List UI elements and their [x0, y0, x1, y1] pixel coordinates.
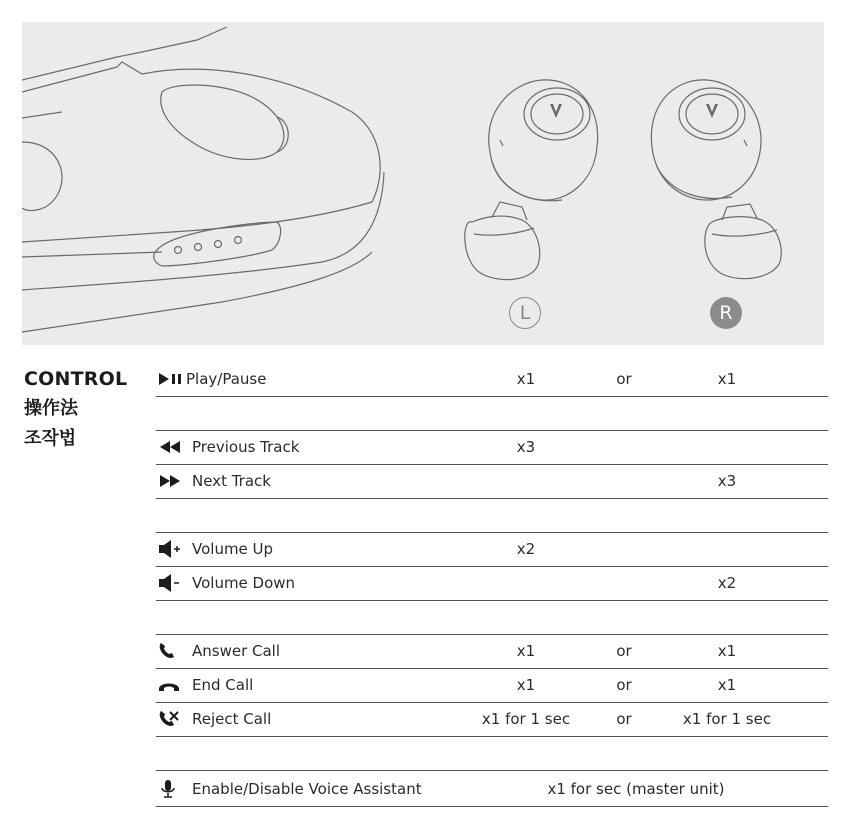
spacer-row: [156, 600, 828, 635]
right-action: x3: [717, 472, 737, 490]
right-earbud-badge: [710, 297, 742, 329]
left-action: x1: [516, 642, 536, 660]
or-text: or: [616, 642, 632, 660]
control-row-previous-track: [156, 430, 828, 465]
control-row-reject-call: [156, 702, 828, 737]
phone-answer-icon: [158, 642, 184, 660]
earbuds-illustration: [22, 22, 824, 345]
volume-down-icon: [158, 574, 184, 592]
heading-korean: 조작법: [24, 428, 77, 449]
right-badge-text: R: [719, 302, 733, 324]
control-label: Play/Pause: [186, 370, 267, 388]
phone-end-icon: [158, 676, 184, 694]
volume-up-icon: [158, 540, 184, 558]
control-row-answer-call: [156, 634, 828, 669]
or-text: or: [616, 370, 632, 388]
left-badge-text: L: [519, 302, 531, 324]
combined-action: x1 for sec (master unit): [547, 780, 725, 798]
control-label: Reject Call: [192, 710, 272, 728]
left-action: x3: [516, 438, 536, 456]
or-text: or: [616, 710, 632, 728]
play-pause-icon: [158, 370, 184, 388]
earbuds-drawing: [22, 22, 824, 345]
control-label: Answer Call: [192, 642, 281, 660]
control-row-voice-assistant: [156, 772, 828, 807]
right-action: x1: [717, 370, 737, 388]
control-label: Next Track: [192, 472, 271, 490]
left-action: x2: [516, 540, 536, 558]
control-row-volume-up: [156, 532, 828, 567]
control-heading: [24, 367, 144, 451]
heading-chinese: 操作法: [24, 398, 78, 419]
control-label: End Call: [192, 676, 254, 694]
next-track-icon: [158, 472, 184, 490]
control-row-volume-down: [156, 566, 828, 601]
control-label: Enable/Disable Voice Assistant: [192, 780, 422, 798]
control-row-end-call: [156, 668, 828, 703]
or-text: or: [616, 676, 632, 694]
control-label: Volume Up: [192, 540, 274, 558]
spacer-row: [156, 396, 828, 431]
left-action: x1: [516, 676, 536, 694]
right-action: x1: [717, 676, 737, 694]
previous-track-icon: [158, 438, 184, 456]
right-action: x1: [717, 642, 737, 660]
left-action: x1: [516, 370, 536, 388]
microphone-icon: [158, 780, 184, 798]
right-action: x2: [717, 574, 737, 592]
phone-reject-icon: [158, 710, 184, 728]
heading-english: CONTROL: [24, 368, 128, 390]
control-label: Previous Track: [192, 438, 300, 456]
control-label: Volume Down: [192, 574, 296, 592]
control-row-play-pause: [156, 362, 828, 397]
spacer-row: [156, 736, 828, 771]
spacer-row: [156, 498, 828, 533]
right-action: x1 for 1 sec: [682, 710, 772, 728]
left-action: x1 for 1 sec: [481, 710, 571, 728]
left-earbud-badge: [509, 297, 541, 329]
control-row-next-track: [156, 464, 828, 499]
